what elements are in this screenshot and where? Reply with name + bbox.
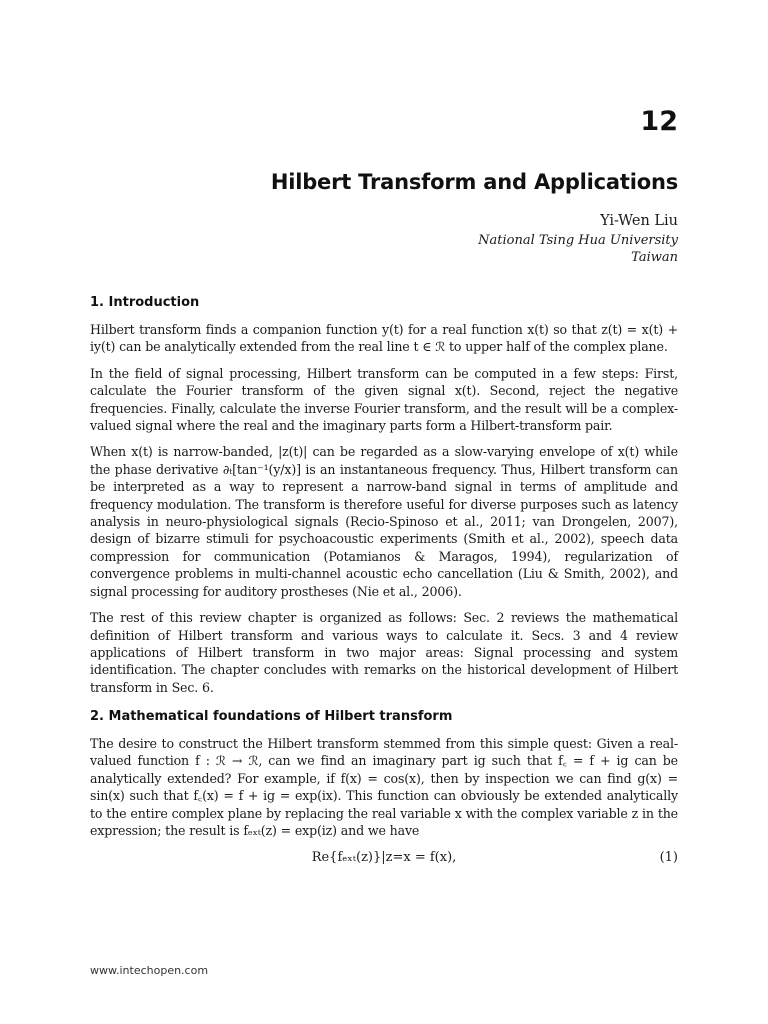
equation-1 xyxy=(90,850,678,870)
section-heading: 2. Mathematical foundations of Hilbert transform xyxy=(90,709,453,724)
paragraph: The rest of this review chapter is organized as follows: Sec. 2 reviews the mathematical definition of Hilbert transform and various ways to calculate it. Secs. 3 and 4 review applications of Hilbert transform in two major areas: Signal processing and system identification. The chapter concludes with remarks on the historical development of Hilbert transform in Sec. 6. xyxy=(90,610,678,695)
paragraph: Hilbert transform finds a companion function y(t) for a real function x(t) so that z(t) = x(t) + iy(t) can be analytically extended from the real line t ∈ ℛ to upper half of the complex plane. xyxy=(90,322,678,355)
paragraph: When x(t) is narrow-banded, |z(t)| can be regarded as a slow-varying envelope of x(t) while the phase derivative ∂ₜ[tan⁻¹(y/x)] is an instantaneous frequency. Thus, Hilbert transform can be interpreted as a way to represent a narrow-band signal in terms of amplitude and frequency modulation. The transform is therefore useful for diverse purposes such as latency analysis in neuro-physiological signals (Recio-Spinoso et al., 2011; van Drongelen, 2007), design of bizarre stimuli for psychoacoustic experiments (Smith et al., 2002), speech data compression for communication (Potamianos & Maragos, 1994), regularization of convergence problems in multi-channel acoustic echo cancellation (Liu & Smith, 2002), and signal processing for auditory prostheses (Nie et al., 2006). xyxy=(90,444,678,599)
paragraph: The desire to construct the Hilbert transform stemmed from this simple quest: Given a real-valued function f : ℛ → ℛ, can we find an imaginary part ig such that f꜀ = f + ig can be analytically extended? For example, if f(x) = cos(x), then by inspection we can find g(x) = sin(x) such that f꜀(x) = f + ig = exp(ix). This function can obviously be extended analytically to the entire complex plane by replacing the real variable x with the complex variable z in the expression; the result is fₑₓₜ(z) = exp(iz) and we have xyxy=(90,736,678,839)
paragraph: In the field of signal processing, Hilbert transform can be computed in a few steps: First, calculate the Fourier transform of the given signal x(t). Second, reject the negative frequencies. Finally, calculate the inverse Fourier transform, and the result will be a complex-valued signal where the real and the imaginary parts form a Hilbert-transform pair. xyxy=(90,365,678,434)
author-name: Yi-Wen Liu xyxy=(600,213,678,229)
chapter-title: Hilbert Transform and Applications xyxy=(270,170,678,194)
author-country: Taiwan xyxy=(631,250,678,265)
chapter-number: 12 xyxy=(640,106,678,137)
section-heading: 1. Introduction xyxy=(90,295,200,310)
section-introduction xyxy=(90,295,678,705)
equation-expression: Re{fₑₓₜ(z)}|z=x = f(x), xyxy=(311,850,457,865)
section-mathematical-foundations xyxy=(90,709,678,839)
equation-number: (1) xyxy=(659,850,678,865)
author-affiliation: National Tsing Hua University xyxy=(478,233,678,248)
footer-url[interactable]: www.intechopen.com xyxy=(90,964,209,977)
